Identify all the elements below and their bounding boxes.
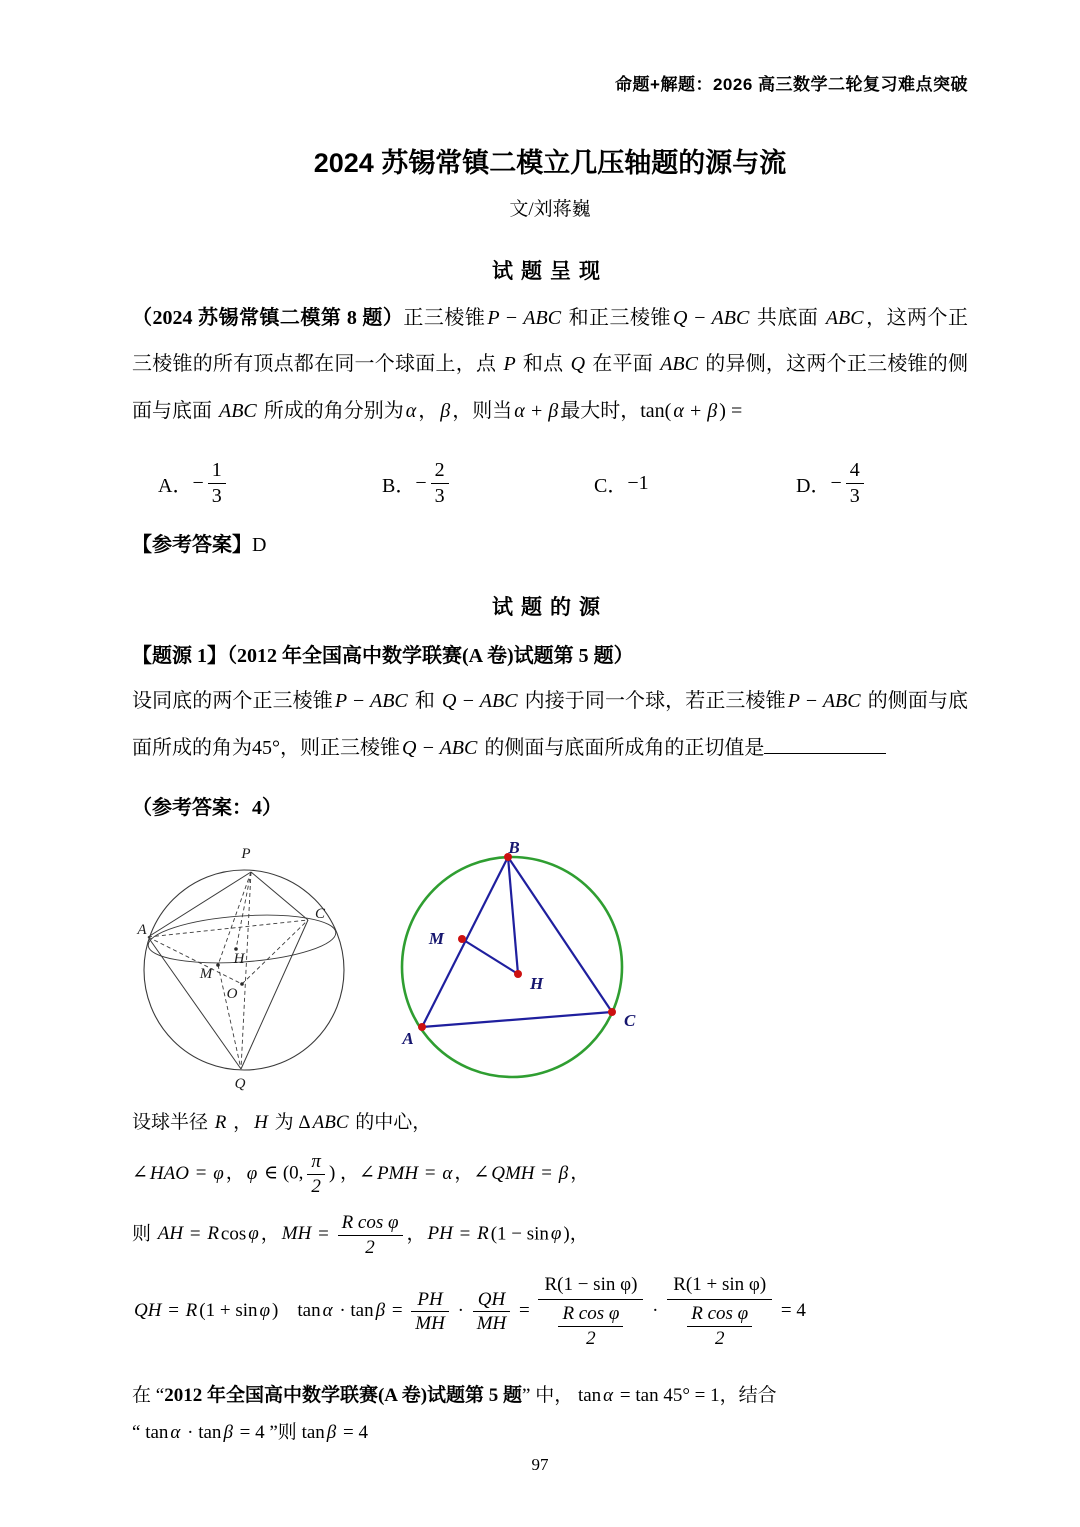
label-H: H (530, 973, 544, 993)
math-var: Q − ABC (673, 307, 750, 329)
math-var: AH (157, 1223, 184, 1245)
text-run: ， (569, 1223, 589, 1245)
math-var: ABC (312, 1111, 349, 1133)
vertex-points (418, 853, 616, 1031)
math-var: P − ABC (487, 307, 562, 329)
text-run: （2024 苏锡常镇二模第 8 题） (132, 307, 404, 329)
fraction: $\frac{\pi}{2}$ (307, 1150, 325, 1199)
compound-fraction: $\frac{\text{R(1 + sin φ)}}{\frac{\text{R cos φ}}{2}}$ (667, 1271, 772, 1352)
circumcircle (402, 857, 622, 1077)
derivation-line-1 (132, 1108, 968, 1138)
source-answer-note: （参考答案：4） (132, 796, 282, 819)
text-run: 的侧面与底面所成角的正切值是 (479, 736, 765, 759)
reference-answer (132, 528, 968, 557)
fraction: $\frac{1}{3}$ (208, 458, 226, 509)
text-run: ， (570, 1162, 590, 1184)
answer-blank (764, 732, 886, 754)
math-var: φ (248, 1223, 259, 1245)
text-run: = (185, 1223, 206, 1245)
math-var: φ (259, 1300, 271, 1322)
text-run: = (190, 1162, 212, 1184)
text-run: ， (228, 1111, 253, 1133)
option-b (382, 458, 594, 509)
compound-fraction: $\frac{\text{R(1 − sin φ)}}{\frac{\text{R cos φ}}{2}}$ (538, 1271, 643, 1352)
fraction: $\frac{\text{R cos φ}}{2}$ (558, 1302, 623, 1351)
text-run: 和正三棱锥 (563, 307, 672, 329)
text-run: · (452, 1300, 469, 1322)
math-var: α + β (514, 399, 559, 422)
text-run: 的中心， (350, 1111, 432, 1133)
label-Q: Q (234, 1075, 246, 1092)
source-problem-title: 【题源 1】（2012 年全国高中数学联赛(A 卷)试题第 5 题） (132, 645, 634, 668)
math-var: β (375, 1300, 386, 1322)
text-run: −1 (627, 471, 649, 494)
text-run: = (514, 1300, 535, 1322)
option-c (594, 469, 796, 498)
math-var: QMH (491, 1162, 535, 1184)
conclusion-line-1 (132, 1379, 968, 1412)
text-run: ，这两个正三棱锥的所有顶点都在同一个球面上，点 (132, 307, 969, 376)
running-header: 命题+解题：2026 高三数学二轮复习难点突破 (615, 75, 968, 94)
math-var: P − ABC (334, 690, 408, 713)
math-var: α (322, 1300, 333, 1322)
text-run: · (647, 1300, 664, 1322)
text-run: ，则正三棱锥 (280, 736, 400, 759)
label-M: M (199, 965, 213, 982)
section-heading-problem: 试题呈现 (492, 259, 608, 283)
math-var: ABC (660, 353, 698, 376)
text-run: 在平面 (587, 353, 659, 376)
text-run: (1 + sin (199, 1300, 258, 1322)
text-run: ” 中， (522, 1384, 578, 1406)
fraction: $\frac{QH}{MH}$ (473, 1288, 511, 1337)
text-run: 为 (269, 1111, 299, 1133)
text-run: 内接于同一个球，若正三棱锥 (519, 690, 786, 713)
text-run: 和 (409, 690, 441, 713)
math-var: β (440, 399, 451, 422)
text-run: 最大时， (560, 399, 641, 422)
label-A: A (402, 1028, 414, 1048)
derivation-line-2 (132, 1150, 968, 1199)
math-var: φ (213, 1162, 224, 1184)
derivation-line-4 (132, 1271, 968, 1352)
math-var: R (214, 1111, 227, 1133)
text-run: = (163, 1300, 184, 1322)
text-run: (1 − sin (490, 1223, 549, 1245)
math-var: P (503, 353, 516, 376)
text-run: 45° (252, 736, 280, 759)
math-var: α + β (673, 399, 718, 422)
math-var: ABC (219, 399, 257, 422)
text-run: 正三棱锥 (403, 307, 486, 329)
text-run: · tan (182, 1421, 222, 1443)
option-a (158, 458, 382, 509)
text-run: C． (594, 474, 628, 497)
label-M: M (428, 928, 444, 948)
math-var: α (405, 399, 417, 422)
text-run: tan (297, 1300, 321, 1322)
text-run: A． (158, 474, 193, 497)
section-heading-source: 试题的源 (492, 595, 608, 620)
math-var: φ (550, 1223, 562, 1245)
text-run: ) (328, 1162, 341, 1184)
text-run: tan (577, 1384, 602, 1406)
label-C: C (624, 1010, 636, 1030)
math-var: β (223, 1421, 233, 1443)
label-C: C (315, 905, 326, 922)
text-run: 在 “ (132, 1384, 165, 1406)
text-run: “ (132, 1421, 146, 1443)
text-run: · tan (334, 1300, 374, 1322)
math-var: α (442, 1162, 453, 1184)
label-P: P (241, 845, 251, 862)
text-run: 和点 (517, 353, 569, 376)
text-run: Δ (298, 1111, 311, 1133)
sphere-diagram (136, 842, 354, 1094)
text-run: ∈ (0, (259, 1162, 304, 1184)
math-var: QH (134, 1300, 162, 1322)
math-var: Q − ABC (442, 690, 518, 713)
text-run: − (830, 471, 842, 494)
text-run: D． (796, 474, 831, 497)
text-run: = 4 (776, 1300, 806, 1322)
math-var: Q − ABC (402, 736, 478, 759)
text-run: tan (301, 1421, 325, 1443)
text-run: − (415, 471, 427, 494)
math-var: H (254, 1111, 268, 1133)
math-var: φ (246, 1162, 258, 1184)
text-run: = (454, 1223, 476, 1245)
math-var: α (603, 1384, 614, 1406)
text-run: 设同底的两个正三棱锥 (132, 690, 333, 713)
math-var: PH (427, 1223, 453, 1245)
text-run: 所成的角分别为 (258, 399, 404, 422)
math-var: PMH (376, 1162, 419, 1184)
text-run: = (387, 1300, 408, 1322)
text-run: ∠ (473, 1162, 490, 1184)
document-title: 2024 苏锡常镇二模立几压轴题的源与流 (313, 148, 787, 178)
sphere-outline (144, 870, 344, 1070)
label-A: A (137, 921, 147, 938)
text-run: ) (272, 1300, 279, 1322)
text-run (278, 1300, 297, 1321)
text-run: ， (418, 399, 439, 422)
text-run: = tan 45° = 1 (615, 1384, 720, 1406)
text-run: 2012 年全国高中数学联赛(A 卷)试题第 5 题 (164, 1384, 523, 1406)
text-run: ) (563, 1223, 570, 1245)
math-var: β (558, 1162, 569, 1184)
math-var: Q (570, 353, 586, 376)
text-run: cos (220, 1223, 247, 1245)
source-problem-statement (132, 678, 968, 771)
option-d (796, 458, 868, 509)
text-run: 共底面 (751, 307, 824, 329)
text-run: − (192, 471, 204, 494)
math-var: R (185, 1300, 198, 1322)
text-run: ， (340, 1162, 360, 1184)
math-var: ABC (825, 307, 864, 329)
fraction: $\frac{2}{3}$ (431, 458, 449, 509)
text-run: tan( (640, 399, 672, 422)
figures-row (132, 842, 968, 1094)
text-run: ， (454, 1162, 474, 1184)
problem-statement (132, 295, 968, 434)
text-run: 则 (132, 1223, 156, 1245)
conclusion-line-2 (132, 1416, 968, 1449)
fraction: $\frac{PH}{MH}$ (411, 1288, 449, 1337)
author-byline: 文/刘蒋巍 (509, 199, 591, 220)
text-run: ， (406, 1223, 426, 1245)
reference-answer-label: 【参考答案】 (132, 534, 252, 557)
text-run: = 4 (234, 1421, 265, 1443)
fraction: $\frac{\text{R cos φ}}{2}$ (338, 1211, 403, 1260)
label-B: B (508, 841, 520, 857)
text-run: 的异侧，这两个正三棱锥的侧面与底面 (132, 353, 969, 422)
text-run: = (313, 1223, 334, 1245)
text-run: ∠ (359, 1162, 375, 1184)
fraction: $\frac{\text{R cos φ}}{2}$ (687, 1302, 752, 1351)
text-run: ， (225, 1162, 245, 1184)
math-var: β (326, 1421, 337, 1443)
label-H: H (233, 950, 245, 967)
math-var: α (170, 1421, 181, 1443)
label-O: O (226, 985, 238, 1002)
page-number: 97 (531, 1455, 549, 1474)
text-run: ∠ (132, 1162, 148, 1184)
text-run: 设球半径 (132, 1111, 213, 1133)
options-row (132, 454, 968, 512)
text-run: ，则当 (452, 399, 513, 422)
text-run: B． (382, 474, 416, 497)
text-run: ， (260, 1223, 280, 1245)
text-run: 的侧面与底面所成的角为 (132, 690, 969, 759)
math-var: R (207, 1223, 219, 1245)
math-var: P − ABC (787, 690, 861, 713)
text-run: ) = (719, 399, 743, 422)
text-run: ”则 (264, 1421, 302, 1443)
fraction: $\frac{4}{3}$ (846, 458, 864, 509)
text-run: tan (145, 1421, 169, 1443)
math-var: R (477, 1223, 489, 1245)
circle-triangle-diagram (390, 842, 640, 1088)
text-run: = (536, 1162, 557, 1184)
math-var: MH (281, 1223, 312, 1245)
text-run: = 4 (338, 1421, 368, 1443)
math-var: HAO (149, 1162, 189, 1184)
derivation-line-3 (132, 1211, 968, 1260)
text-run: ，结合 (719, 1384, 777, 1406)
text-run: = (420, 1162, 441, 1184)
reference-answer-value: D (252, 534, 267, 557)
